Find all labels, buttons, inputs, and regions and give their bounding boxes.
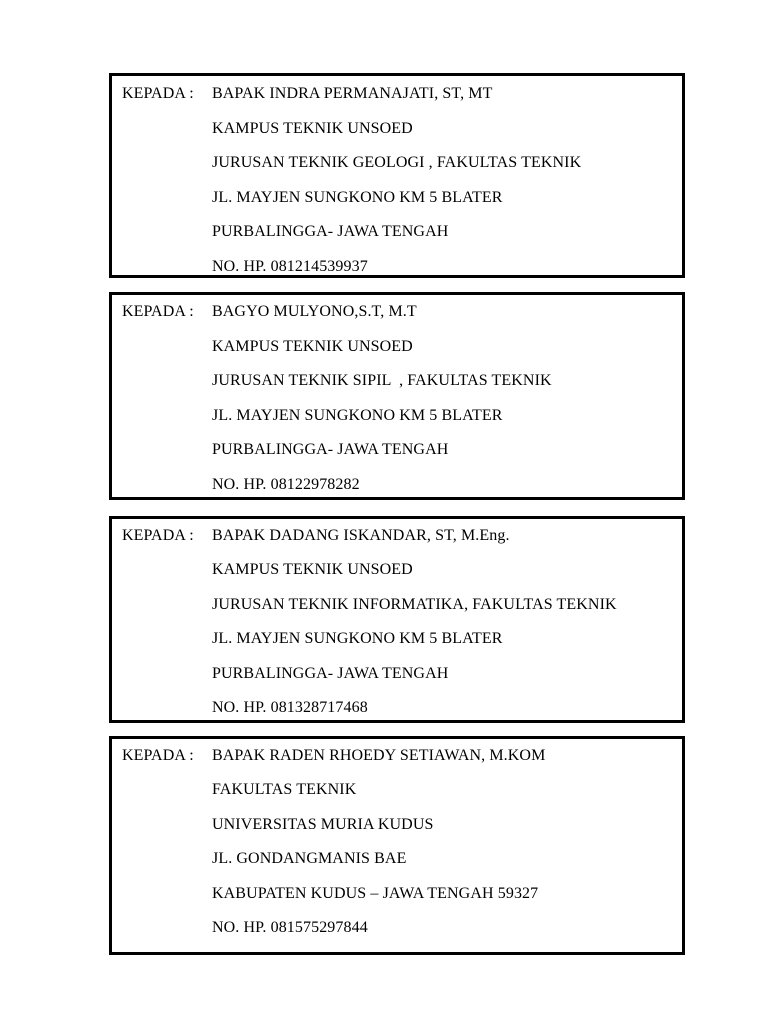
address-line: PURBALINGGA- JAWA TENGAH xyxy=(212,223,449,240)
address-line: JL. MAYJEN SUNGKONO KM 5 BLATER xyxy=(212,407,503,424)
recipient-prefix: KEPADA : xyxy=(122,527,194,544)
address-line: UNIVERSITAS MURIA KUDUS xyxy=(212,816,434,833)
address-line: JURUSAN TEKNIK INFORMATIKA, FAKULTAS TEKNIK xyxy=(212,596,617,613)
address-label-2 xyxy=(109,292,685,500)
address-label-3 xyxy=(109,516,685,723)
address-line: JL. MAYJEN SUNGKONO KM 5 BLATER xyxy=(212,189,503,206)
address-line: JURUSAN TEKNIK GEOLOGI , FAKULTAS TEKNIK xyxy=(212,154,582,171)
address-line: KAMPUS TEKNIK UNSOED xyxy=(212,120,413,137)
address-line: PURBALINGGA- JAWA TENGAH xyxy=(212,441,449,458)
recipient-prefix: KEPADA : xyxy=(122,303,194,320)
phone-number: NO. HP. 081575297844 xyxy=(212,919,368,936)
address-line: KABUPATEN KUDUS – JAWA TENGAH 59327 xyxy=(212,885,539,902)
recipient-prefix: KEPADA : xyxy=(122,747,194,764)
address-line: KAMPUS TEKNIK UNSOED xyxy=(212,338,413,355)
address-line: JL. GONDANGMANIS BAE xyxy=(212,850,407,867)
address-line: JURUSAN TEKNIK SIPIL , FAKULTAS TEKNIK xyxy=(212,372,552,389)
recipient-prefix: KEPADA : xyxy=(122,85,194,102)
recipient-name: BAGYO MULYONO,S.T, M.T xyxy=(212,303,417,320)
phone-number: NO. HP. 08122978282 xyxy=(212,476,360,493)
address-line: KAMPUS TEKNIK UNSOED xyxy=(212,561,413,578)
address-label-4 xyxy=(109,736,685,955)
recipient-name: BAPAK DADANG ISKANDAR, ST, M.Eng. xyxy=(212,527,510,544)
address-line: PURBALINGGA- JAWA TENGAH xyxy=(212,665,449,682)
phone-number: NO. HP. 081328717468 xyxy=(212,699,368,716)
address-label-1 xyxy=(109,73,685,278)
recipient-name: BAPAK INDRA PERMANAJATI, ST, MT xyxy=(212,85,493,102)
recipient-name: BAPAK RADEN RHOEDY SETIAWAN, M.KOM xyxy=(212,747,546,764)
phone-number: NO. HP. 081214539937 xyxy=(212,258,368,275)
address-line: JL. MAYJEN SUNGKONO KM 5 BLATER xyxy=(212,630,503,647)
address-line: FAKULTAS TEKNIK xyxy=(212,781,357,798)
